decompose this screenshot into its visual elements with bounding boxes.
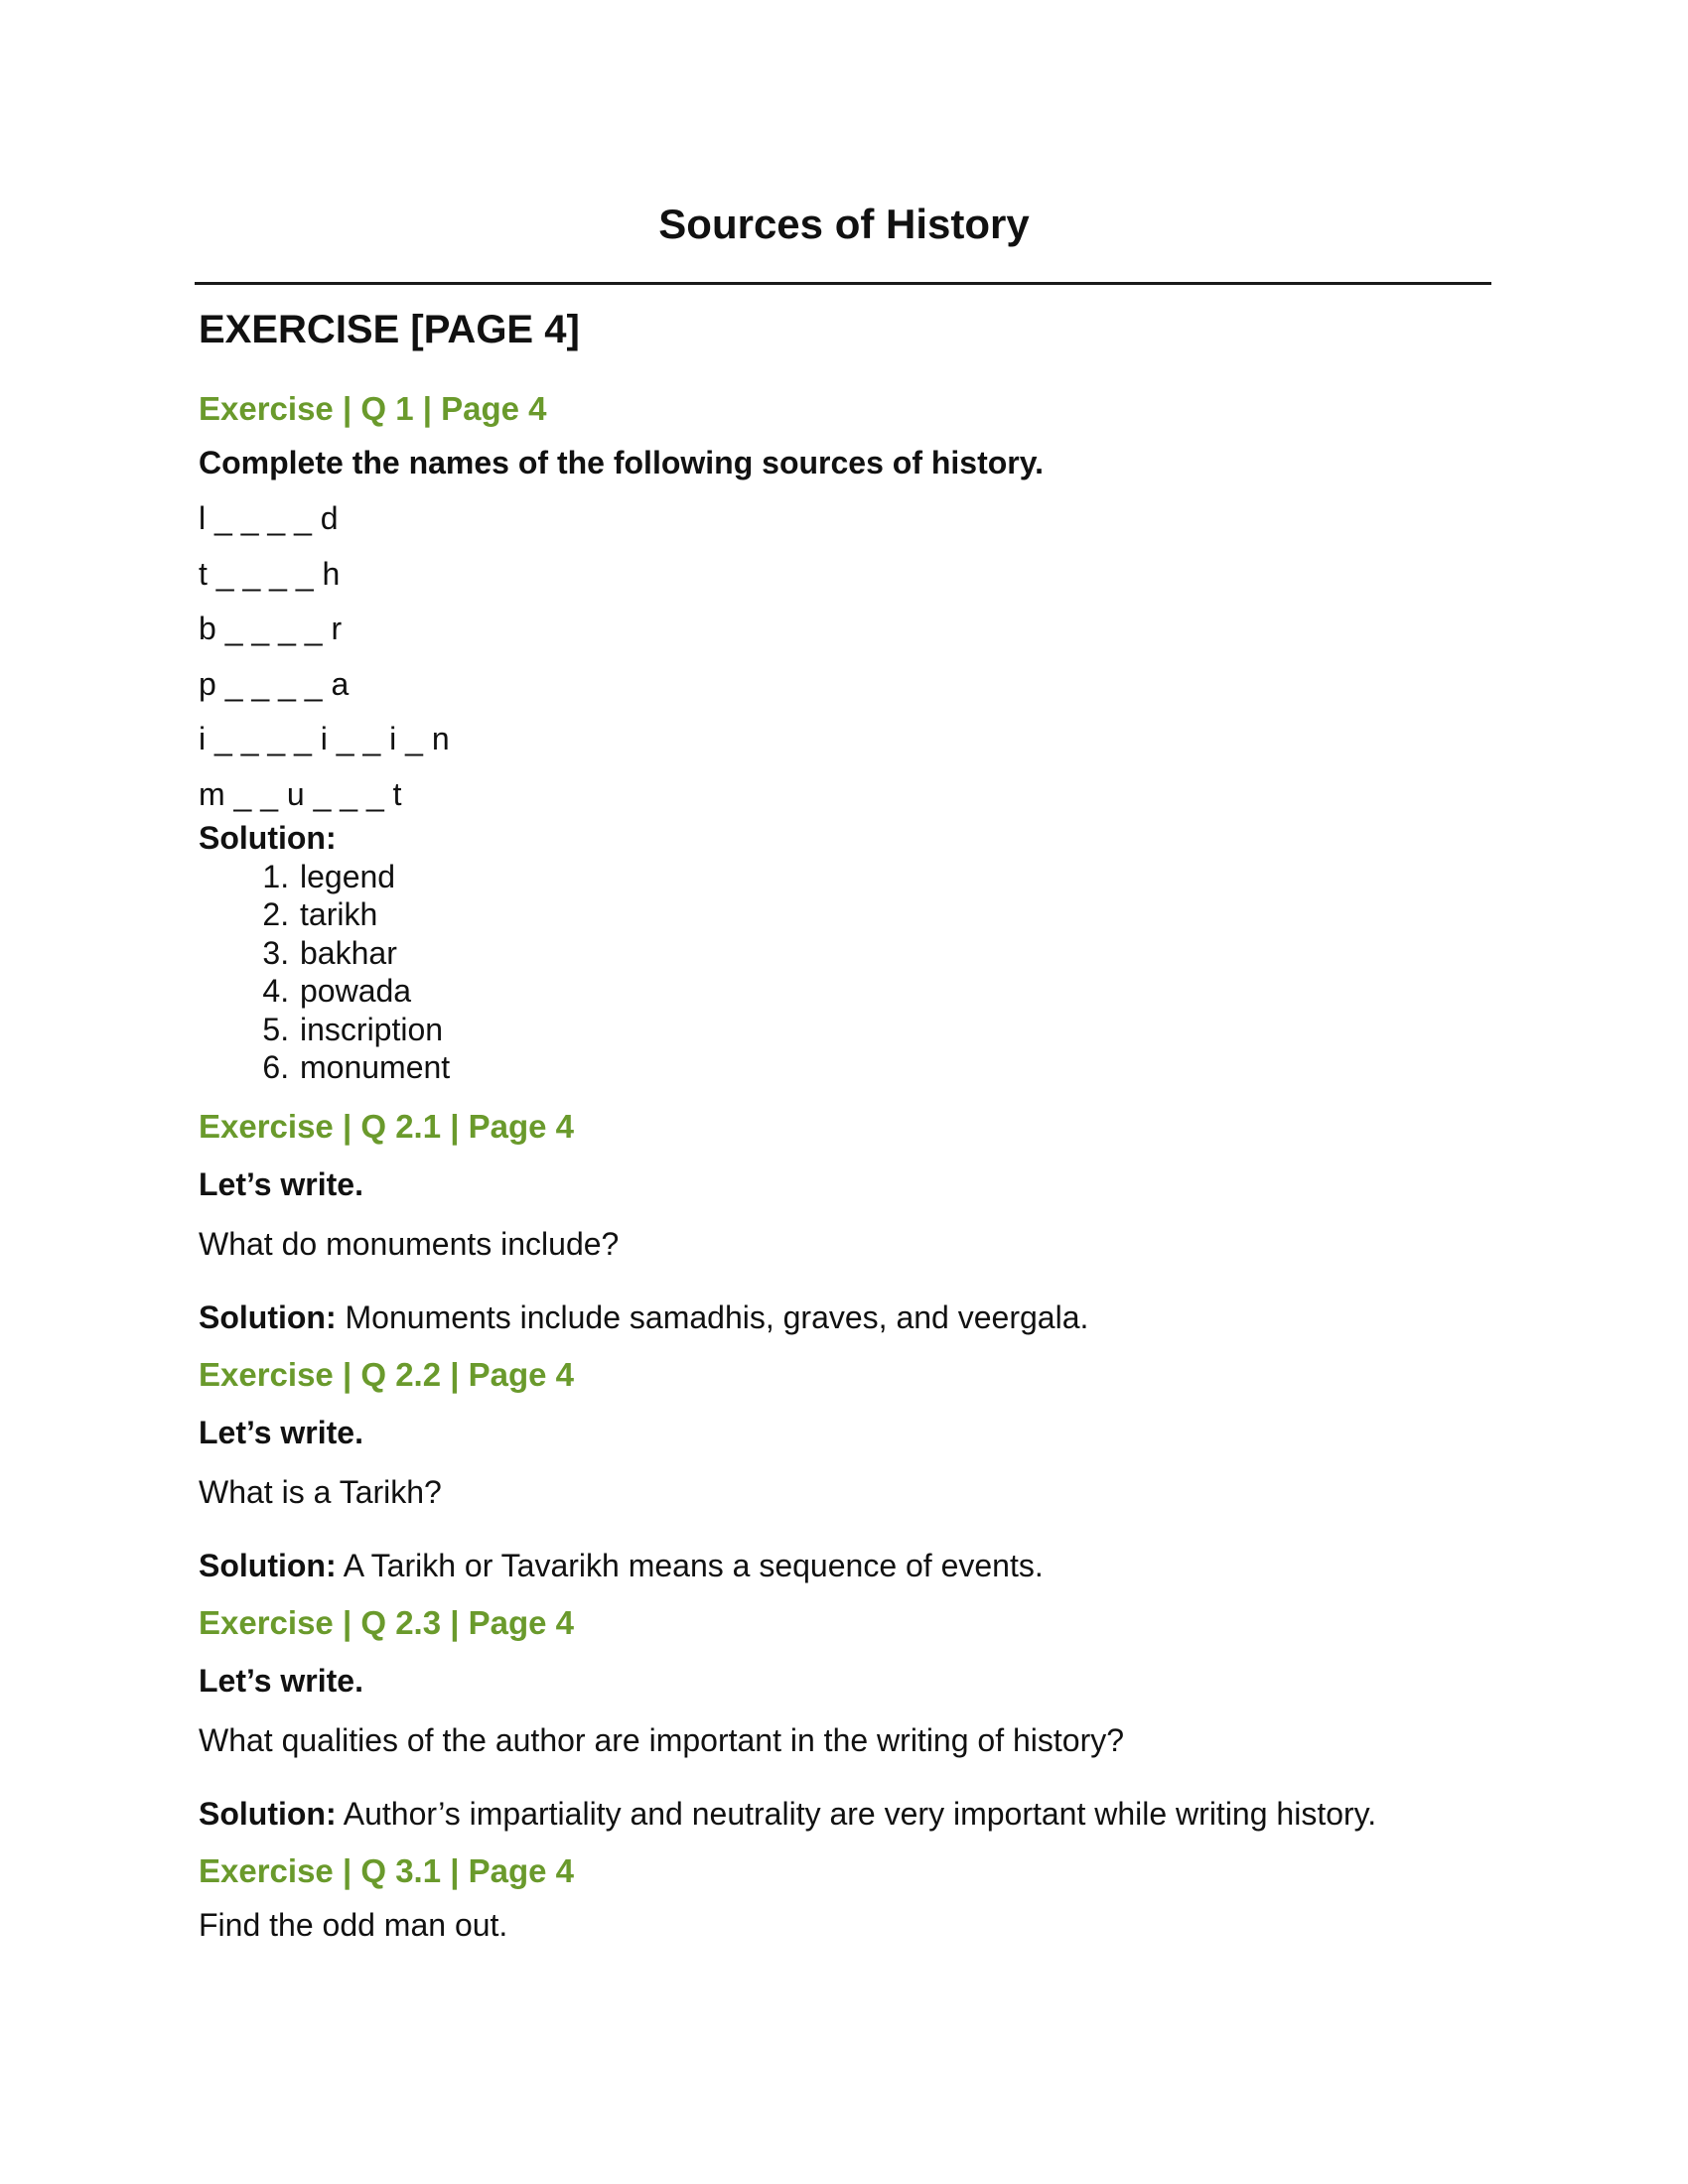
puzzle-list [199, 498, 1489, 818]
answer-item: 5. inscription [298, 1011, 1489, 1049]
question-link-q2-1[interactable]: Exercise | Q 2.1 | Page 4 [199, 1107, 575, 1145]
question-text-q2-1: What do monuments include? [199, 1225, 620, 1262]
answer-item: 6. monument [298, 1048, 1489, 1087]
document-content [199, 304, 1489, 1961]
solution-label-q2-1: Solution: [199, 1298, 337, 1335]
solution-label-q2-2: Solution: [199, 1547, 337, 1583]
answer-item: 2. tarikh [298, 895, 1489, 934]
solution-text-q2-1: Monuments include samadhis, graves, and veergala. [345, 1298, 1089, 1335]
instruction-q2-2: Let’s write. [199, 1414, 363, 1450]
answer-list [199, 858, 1489, 1087]
puzzle-item: m _ _ u _ _ _ t [199, 775, 402, 812]
instruction-q2-3: Let’s write. [199, 1662, 363, 1699]
question-text-q2-3: What qualities of the author are important in the writing of history? [199, 1721, 1125, 1758]
question-text-q2-2: What is a Tarikh? [199, 1473, 442, 1510]
puzzle-item: i _ _ _ _ i _ _ i _ n [199, 721, 450, 756]
solution-q2-2 [199, 1546, 1489, 1585]
solution-text-q2-3: Author’s impartiality and neutrality are very important while writing history. [343, 1795, 1377, 1832]
answer-item: 4. powada [298, 972, 1489, 1011]
solution-label-q1: Solution: [199, 819, 337, 856]
puzzle-item: l _ _ _ _ d [199, 500, 339, 536]
puzzle-item: t _ _ _ _ h [199, 555, 341, 592]
page-title: Sources of History [658, 201, 1030, 247]
section-heading: EXERCISE [PAGE 4] [199, 308, 580, 351]
solution-q2-1 [199, 1297, 1489, 1337]
question-link-q1[interactable]: Exercise | Q 1 | Page 4 [199, 390, 547, 427]
question-prompt-q1: Complete the names of the following sources of history. [199, 445, 1045, 480]
solution-text-q2-2: A Tarikh or Tavarikh means a sequence of events. [343, 1547, 1044, 1583]
instruction-q2-1: Let’s write. [199, 1165, 363, 1202]
puzzle-item: p _ _ _ _ a [199, 665, 350, 702]
question-link-q2-2[interactable]: Exercise | Q 2.2 | Page 4 [199, 1355, 575, 1393]
solution-label-q2-3: Solution: [199, 1795, 337, 1832]
puzzle-item: b _ _ _ _ r [199, 611, 343, 646]
answer-item: 1. legend [298, 858, 1489, 896]
question-text-q3-1: Find the odd man out. [199, 1906, 508, 1943]
solution-q2-3 [199, 1794, 1489, 1834]
title-divider [195, 282, 1491, 285]
answer-item: 3. bakhar [298, 934, 1489, 973]
question-link-q3-1[interactable]: Exercise | Q 3.1 | Page 4 [199, 1851, 575, 1889]
question-link-q2-3[interactable]: Exercise | Q 2.3 | Page 4 [199, 1603, 575, 1641]
